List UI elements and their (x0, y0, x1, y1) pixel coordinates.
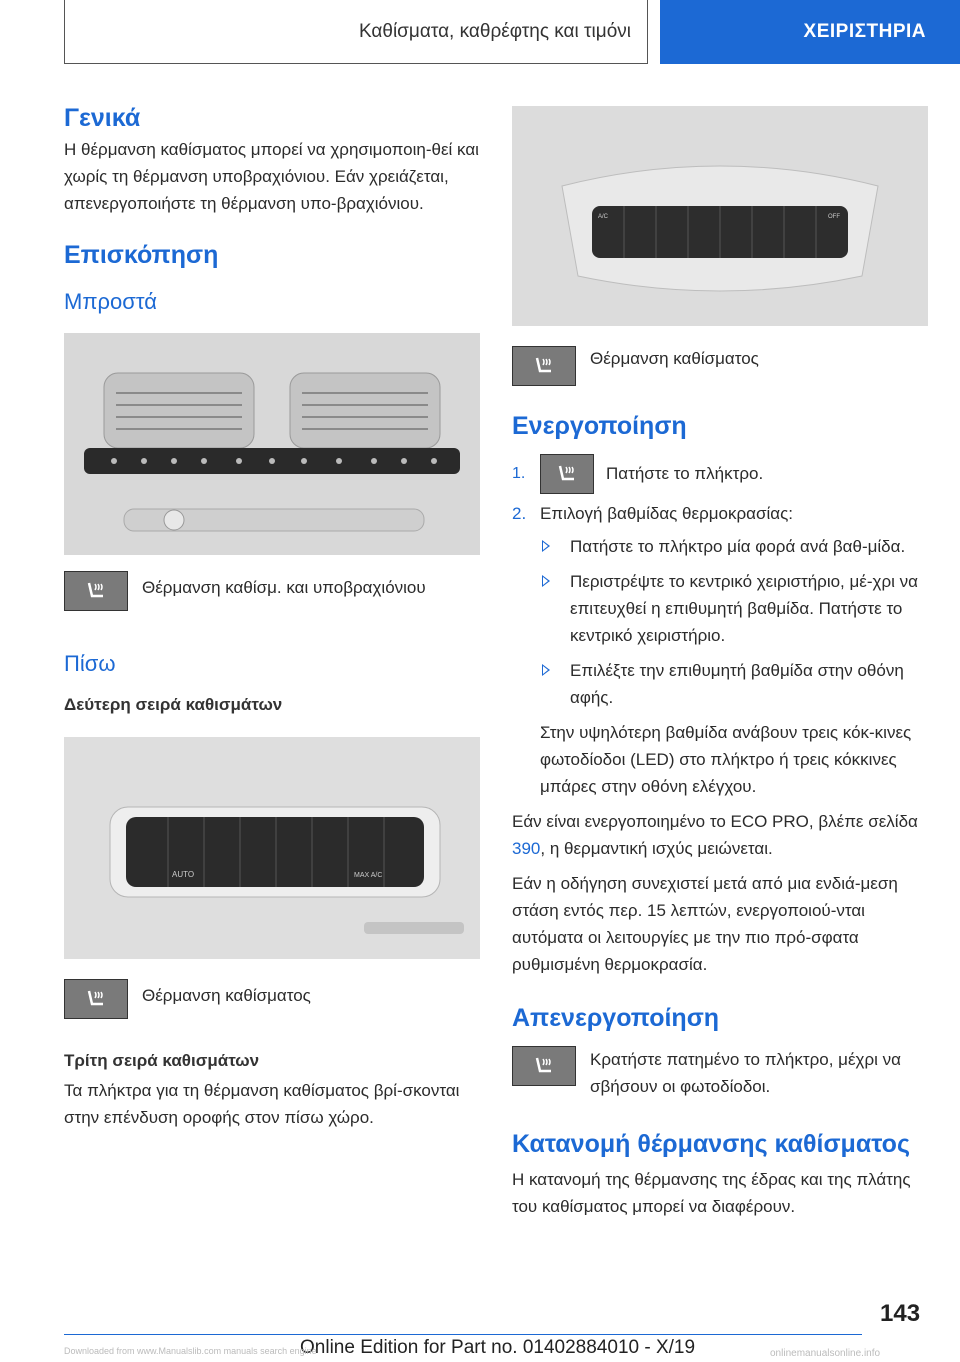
front-caption: Θέρμανση καθίσμ. και υποβραχιόνιου (142, 578, 426, 597)
watermark-site: onlinemanualsonline.info (770, 1348, 881, 1359)
bullet-text: Πατήστε το πλήκτρο μία φορά ανά βαθ-μίδα. (570, 537, 906, 556)
deactivation-row (512, 1046, 928, 1100)
activation-heading: Ενεργοποίηση (512, 412, 687, 440)
eco-pre: Εάν είναι ενεργοποιημένο το ECO PRO, βλέπε σελίδα (512, 812, 918, 831)
bullet-item (512, 533, 928, 560)
page-number: 143 (880, 1300, 921, 1327)
triangle-bullet-icon (542, 664, 550, 676)
left-column (64, 100, 480, 1131)
general-heading: Γενικά (64, 104, 141, 132)
footer-edition (300, 1337, 695, 1359)
deactivation-heading: Απενεργοποίηση (512, 1004, 720, 1032)
bullet-text: Επιλέξτε την επιθυμητή βαθμίδα στην οθόνη αφής. (570, 661, 904, 707)
step-text: Πατήστε το πλήκτρο. (606, 464, 764, 483)
seat-heat-icon (531, 353, 557, 379)
page-link[interactable]: 390 (512, 839, 541, 858)
list-item (512, 454, 928, 494)
activation-steps (512, 454, 928, 800)
seat-heat-icon (83, 578, 109, 604)
third-row-caption-row (512, 346, 928, 386)
step-number: 2. (512, 504, 527, 523)
seat-heating-key (64, 571, 128, 611)
seat-heat-icon (554, 461, 580, 487)
second-row-photo (64, 737, 480, 959)
interrupt-text: Εάν η οδήγηση συνεχιστεί μετά από μια ενδιά-μεση στάση εντός περ. 15 λεπτών, ενεργοποιού-νται αυτόματα οι λειτουργίες με την πιο πρό-σφατα ρυθμισμένη θερμοκρασία. (512, 874, 898, 974)
overview-heading: Επισκόπηση (64, 241, 219, 269)
section-title: Καθίσματα, καθρέφτης και τιμόνι (358, 20, 631, 42)
triangle-bullet-icon (542, 540, 550, 552)
watermark-text: Downloaded from www.Manualslib.com manuals search engine (64, 1346, 317, 1356)
general-text: Η θέρμανση καθίσματος μπορεί να χρησιμοποιη-θεί και χωρίς τη θέρμανση υποβραχιόνιου. Εάν χρειάζεται, απενεργοποιήστε τη θέρμανση υπο-βραχιόνιου. (64, 140, 479, 213)
ac-label: A/C (598, 214, 609, 220)
third-row-heading: Τρίτη σειρά καθισμάτων (64, 1051, 260, 1070)
edition-text: Online Edition for Part no. 01402884010 - X/19 (300, 1337, 696, 1358)
max-ac-label: MAX A/C (354, 872, 383, 879)
right-column (512, 106, 928, 1220)
front-console-illustration (64, 333, 480, 555)
seat-heating-key (512, 1046, 576, 1086)
second-row-panel-illustration (64, 737, 480, 959)
auto-label: AUTO (172, 870, 195, 879)
eco-post: , η θερμαντική ισχύς μειώνεται. (540, 839, 773, 858)
off-label: OFF (828, 214, 840, 220)
rear-heading: Πίσω (64, 651, 116, 676)
third-row-panel-illustration (512, 106, 928, 326)
bullet-item (512, 657, 928, 711)
deactivation-text: Κρατήστε πατημένο το πλήκτρο, μέχρι να σβήσουν οι φωτοδίοδοι. (590, 1050, 901, 1096)
distribution-heading: Κατανομή θέρμανσης καθίσματος (512, 1130, 910, 1158)
chapter-title: ΧΕΙΡΙΣΤΗΡΙΑ (803, 21, 926, 42)
seat-heating-key (540, 454, 594, 494)
triangle-bullet-icon (542, 575, 550, 587)
bullet-text: Περιστρέψτε το κεντρικό χειριστήριο, μέ-χρι να επιτευχθεί η επιθυμητή βαθμίδα. Πατήστε το κεντρικό χειριστήριο. (570, 572, 918, 645)
bullet-item (512, 568, 928, 649)
footer-divider (64, 1334, 862, 1335)
step-text: Επιλογή βαθμίδας θερμοκρασίας: (540, 504, 794, 523)
seat-heat-icon (531, 1053, 557, 1079)
second-row-caption-row (64, 979, 480, 1019)
chapter-tab[interactable] (660, 0, 960, 64)
eco-pro-text (512, 808, 928, 862)
seat-heating-key (512, 346, 576, 386)
third-row-text: Τα πλήκτρα για τη θέρμανση καθίσματος βρί-σκονται στην επένδυση οροφής στον πίσω χώρο. (64, 1081, 460, 1127)
distribution-text: Η κατανομή της θέρμανσης της έδρας και της πλάτης του καθίσματος μπορεί να διαφέρουν. (512, 1170, 911, 1216)
second-row-caption: Θέρμανση καθίσματος (142, 986, 311, 1005)
section-header (64, 0, 648, 64)
front-heat-caption-row (64, 571, 480, 611)
second-row-heading: Δεύτερη σειρά καθισμάτων (64, 695, 283, 714)
third-row-photo (512, 106, 928, 326)
led-note: Στην υψηλότερη βαθμίδα ανάβουν τρεις κόκ-κινες φωτοδίοδοι (LED) στο πλήκτρο ή τρεις κόκκινες μπάρες στην οθόνη ελέγχου. (540, 723, 912, 796)
list-item (512, 500, 928, 800)
seat-heating-key (64, 979, 128, 1019)
third-row-caption: Θέρμανση καθίσματος (590, 349, 759, 368)
front-console-photo (64, 333, 480, 555)
seat-heat-icon (83, 986, 109, 1012)
step-number: 1. (512, 465, 526, 482)
front-heading: Μπροστά (64, 289, 157, 314)
